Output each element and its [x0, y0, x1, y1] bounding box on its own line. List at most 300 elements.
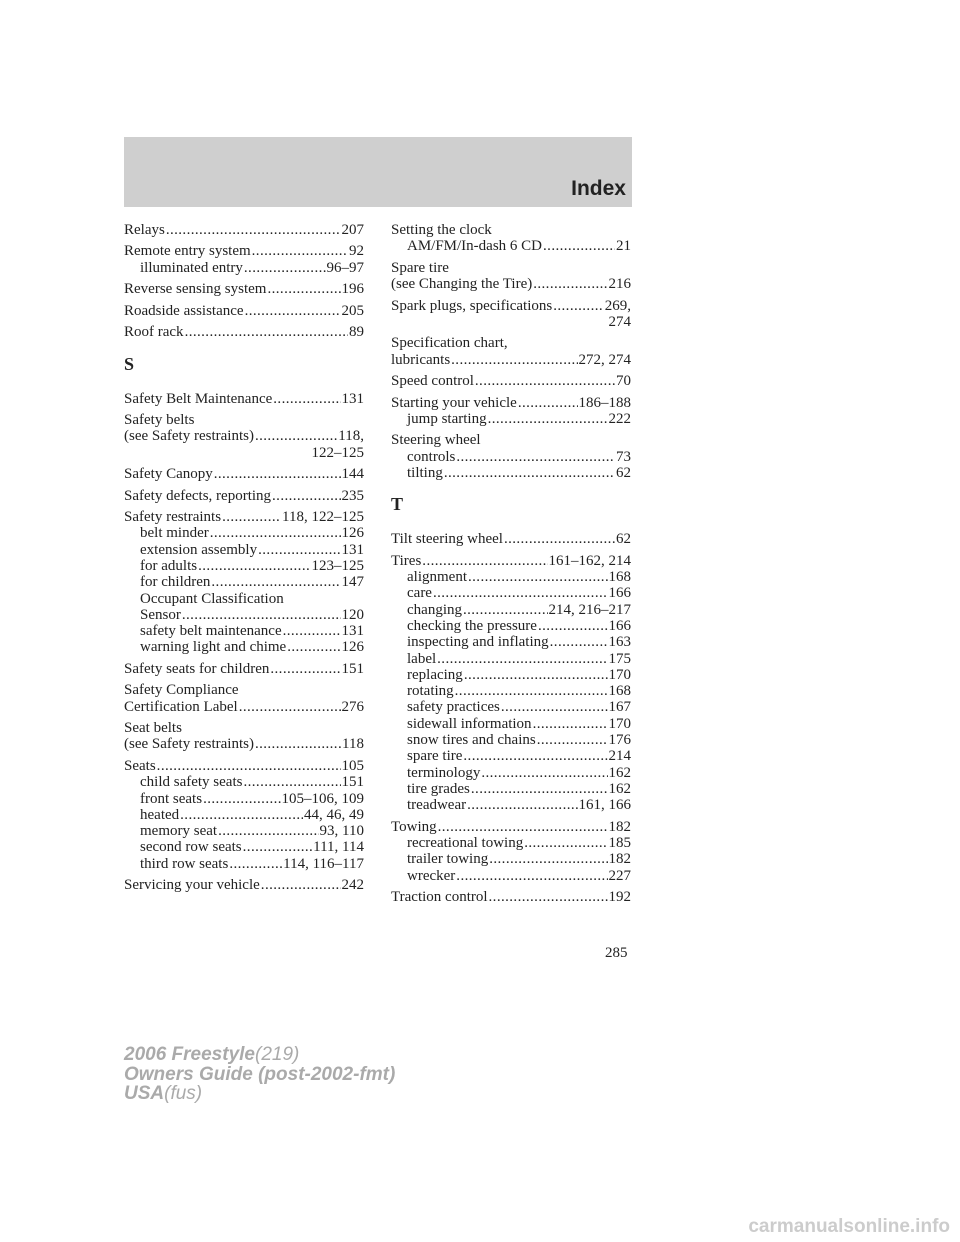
- footer-model: 2006 Freestyle: [124, 1044, 255, 1065]
- dot-leader: [433, 585, 608, 601]
- page-title: Index: [571, 177, 626, 200]
- page-reference: 235: [341, 487, 364, 504]
- page-reference: 162: [608, 764, 631, 781]
- index-entry: [391, 819, 631, 884]
- entry-text: treadwear: [407, 797, 467, 814]
- entry-text: Remote entry system: [124, 243, 251, 260]
- dot-leader: [255, 736, 341, 752]
- page-reference: 131: [341, 541, 364, 558]
- dot-leader: [538, 618, 608, 634]
- dot-leader: [467, 797, 577, 813]
- dot-leader: [252, 243, 348, 259]
- dot-leader: [283, 623, 341, 639]
- index-line: [124, 445, 364, 461]
- entry-text: jump starting: [407, 410, 487, 427]
- index-line: [124, 682, 364, 698]
- page-reference: 192: [608, 889, 631, 906]
- page-reference: 274: [608, 313, 631, 330]
- dot-leader: [489, 851, 607, 867]
- page-reference: 62: [616, 531, 631, 548]
- page-reference: 118,: [338, 428, 364, 445]
- page-reference: 176: [608, 732, 631, 749]
- dot-leader: [243, 839, 313, 855]
- index-subentry: [391, 781, 631, 797]
- dot-leader: [463, 748, 607, 764]
- entry-text: (see Safety restraints): [124, 736, 254, 753]
- index-entry: [391, 373, 631, 389]
- page-reference: 196: [341, 281, 364, 298]
- index-subentry: [124, 774, 364, 790]
- entry-text: front seats: [140, 790, 203, 807]
- index-entry: [124, 222, 364, 238]
- index-entry: [391, 395, 631, 428]
- page-reference: 175: [608, 650, 631, 667]
- index-subentry: [124, 623, 364, 639]
- index-subentry: [124, 558, 364, 574]
- index-entry: [391, 889, 631, 905]
- index-line: [391, 432, 631, 448]
- entry-text: (see Changing the Tire): [391, 276, 533, 293]
- index-line: [391, 314, 631, 330]
- dot-leader: [518, 395, 578, 411]
- index-line: [391, 373, 631, 389]
- footer-market: USA: [124, 1083, 165, 1104]
- entry-text: Relays: [124, 222, 165, 238]
- page-reference: 185: [608, 835, 631, 851]
- index-subentry: [391, 651, 631, 667]
- index-entry: [124, 509, 364, 656]
- index-subentry: [391, 569, 631, 585]
- page-reference: 151: [341, 774, 364, 791]
- dot-leader: [203, 791, 280, 807]
- dot-leader: [270, 661, 340, 677]
- entry-text: Spark plugs, specifications: [391, 297, 553, 314]
- dot-leader: [550, 634, 608, 650]
- index-subentry: [391, 716, 631, 732]
- page-reference: 73: [616, 448, 631, 465]
- page-number: 285: [605, 945, 628, 961]
- entry-text: Safety restraints: [124, 509, 222, 526]
- dot-leader: [533, 716, 608, 732]
- index-subentry: [391, 868, 631, 884]
- page-reference: 216: [608, 276, 631, 293]
- section-letter: T: [391, 494, 404, 515]
- page-reference: 269,: [604, 297, 631, 314]
- dot-leader: [455, 683, 608, 699]
- dot-leader: [243, 774, 340, 790]
- entry-text: (see Safety restraints): [124, 428, 254, 445]
- page-reference: 123–125: [311, 557, 364, 574]
- index-entry: [124, 682, 364, 715]
- section-letter: S: [124, 353, 135, 374]
- index-line: [391, 819, 631, 835]
- index-line: [391, 531, 631, 547]
- entry-text: Seats: [124, 757, 156, 774]
- index-entry: [124, 412, 364, 461]
- index-line: [391, 276, 631, 292]
- page-reference: 222: [608, 410, 631, 427]
- page-reference: 147: [341, 574, 364, 591]
- watermark: carmanualsonline.info: [748, 1216, 950, 1237]
- entry-text: inspecting and inflating: [407, 634, 549, 651]
- entry-text: checking the pressure: [407, 617, 537, 634]
- dot-leader: [157, 758, 341, 774]
- entry-text: controls: [407, 448, 456, 465]
- index-subentry: [391, 683, 631, 699]
- page-reference: 144: [341, 466, 364, 483]
- dot-leader: [267, 281, 340, 297]
- dot-leader: [287, 639, 340, 655]
- index-subentry: [391, 634, 631, 650]
- index-subentry: [391, 765, 631, 781]
- entry-text: lubricants: [391, 351, 451, 368]
- page-reference: 151: [341, 660, 364, 677]
- index-subentry: [124, 839, 364, 855]
- entry-text: changing: [407, 601, 462, 618]
- page-reference: 166: [608, 617, 631, 634]
- footer-market-code: (fus): [164, 1083, 203, 1104]
- entry-text: rotating: [407, 683, 454, 700]
- index-line: [124, 222, 364, 238]
- index-line: [124, 736, 364, 752]
- index-entry: [391, 335, 631, 368]
- entry-text: tire grades: [407, 780, 470, 797]
- index-entry: [124, 303, 364, 319]
- page-reference: 21: [616, 238, 631, 255]
- index-subentry: [391, 797, 631, 813]
- entry-text: for adults: [140, 557, 198, 574]
- entry-text: label: [407, 650, 437, 667]
- dot-leader: [211, 574, 340, 590]
- entry-text: Certification Label: [124, 698, 238, 715]
- index-entry: [124, 243, 364, 276]
- entry-text: Safety seats for children: [124, 660, 270, 677]
- index-subentry: [124, 823, 364, 839]
- index-entry: [124, 877, 364, 893]
- index-entry: [124, 758, 364, 872]
- index-line: [391, 222, 631, 238]
- entry-text: Servicing your vehicle: [124, 877, 260, 894]
- page-reference: 170: [608, 715, 631, 732]
- index-subentry: [124, 807, 364, 823]
- dot-leader: [501, 699, 608, 715]
- dot-leader: [218, 823, 318, 839]
- entry-text: Speed control: [391, 373, 474, 390]
- index-line: [391, 298, 631, 314]
- page-reference: 168: [608, 569, 631, 586]
- page-reference: 205: [341, 302, 364, 319]
- dot-leader: [258, 542, 340, 558]
- entry-text: belt minder: [140, 525, 209, 542]
- page-reference: 242: [341, 877, 364, 894]
- page-reference: 182: [608, 818, 631, 835]
- index-line: [124, 720, 364, 736]
- entry-text: Spare tire: [391, 259, 449, 276]
- dot-leader: [488, 411, 608, 427]
- index-line: [124, 466, 364, 482]
- footer: [124, 1045, 395, 1104]
- index-line: [124, 699, 364, 715]
- index-subentry: [124, 856, 364, 872]
- dot-leader: [210, 525, 341, 541]
- index-subentry: [391, 602, 631, 618]
- dot-leader: [239, 699, 341, 715]
- dot-leader: [214, 466, 341, 482]
- page-reference: 126: [341, 525, 364, 542]
- entry-text: wrecker: [407, 867, 456, 884]
- dot-leader: [553, 298, 604, 314]
- index-subentry: [391, 465, 631, 481]
- page-reference: 207: [341, 222, 364, 238]
- dot-leader: [166, 222, 341, 238]
- index-entry: [391, 298, 631, 331]
- index-line: [391, 395, 631, 411]
- dot-leader: [481, 765, 607, 781]
- index-entry: [124, 281, 364, 297]
- index-line: [124, 303, 364, 319]
- entry-text: heated: [140, 806, 180, 823]
- dot-leader: [471, 781, 608, 797]
- dot-leader: [489, 889, 608, 905]
- index-line: [124, 281, 364, 297]
- page-reference: 105: [341, 757, 364, 774]
- dot-leader: [533, 276, 607, 292]
- index-subentry: [124, 607, 364, 623]
- page-reference: 168: [608, 683, 631, 700]
- index-subentry: [391, 835, 631, 851]
- page-reference: 272, 274: [578, 351, 631, 368]
- index-subentry: [124, 525, 364, 541]
- entry-text: Safety belts: [124, 412, 195, 429]
- page-reference: 166: [608, 585, 631, 602]
- entry-text: Safety defects, reporting: [124, 487, 272, 504]
- dot-leader: [463, 602, 548, 618]
- index-subentry: [391, 667, 631, 683]
- entry-text: Safety Belt Maintenance: [124, 390, 273, 407]
- index-entry: [124, 391, 364, 407]
- entry-text: trailer towing: [407, 851, 489, 868]
- index-subentry: [391, 851, 631, 867]
- index-subentry: [391, 618, 631, 634]
- dot-leader: [524, 835, 607, 851]
- index-entry: [391, 222, 631, 255]
- entry-text: Roof rack: [124, 324, 184, 341]
- index-line: [391, 260, 631, 276]
- index-subentry: [124, 542, 364, 558]
- entry-text: care: [407, 585, 432, 602]
- entry-text: tilting: [407, 464, 443, 481]
- entry-text: replacing: [407, 666, 463, 683]
- index-subentry: [391, 585, 631, 601]
- dot-leader: [185, 324, 348, 340]
- page-reference: 131: [341, 390, 364, 407]
- index-line: [124, 428, 364, 444]
- dot-leader: [451, 352, 577, 368]
- page-reference: 214, 216–217: [548, 601, 631, 618]
- entry-text: alignment: [407, 569, 467, 586]
- dot-leader: [456, 868, 607, 884]
- page-reference: 131: [341, 623, 364, 640]
- dot-leader: [198, 558, 310, 574]
- index-subentry: [124, 791, 364, 807]
- index-line: [391, 335, 631, 351]
- entry-text: for children: [140, 574, 211, 591]
- entry-text: Starting your vehicle: [391, 394, 517, 411]
- page-reference: 62: [616, 464, 631, 481]
- dot-leader: [182, 607, 341, 623]
- entry-text: Seat belts: [124, 720, 182, 737]
- index-entry: [124, 466, 364, 482]
- dot-leader: [438, 819, 608, 835]
- dot-leader: [468, 569, 608, 585]
- page-reference: 126: [341, 639, 364, 656]
- entry-text: Tires: [391, 552, 422, 569]
- dot-leader: [244, 260, 326, 276]
- dot-leader: [422, 553, 547, 569]
- entry-text: Steering wheel: [391, 432, 481, 449]
- dot-leader: [229, 856, 282, 872]
- dot-leader: [273, 391, 340, 407]
- entry-text: Safety Compliance: [124, 682, 239, 699]
- page-reference: 170: [608, 666, 631, 683]
- index-subentry: [391, 732, 631, 748]
- entry-text: Safety Canopy: [124, 466, 213, 483]
- entry-text: terminology: [407, 764, 481, 781]
- dot-leader: [222, 509, 281, 525]
- dot-leader: [537, 732, 608, 748]
- index-line: [124, 509, 364, 525]
- page-reference: 161–162, 214: [548, 552, 631, 569]
- page-reference: 70: [616, 373, 631, 390]
- dot-leader: [464, 667, 608, 683]
- dot-leader: [475, 373, 615, 389]
- entry-text: Traction control: [391, 889, 488, 906]
- dot-leader: [444, 465, 615, 481]
- entry-text: AM/FM/In-dash 6 CD: [407, 238, 543, 255]
- entry-text: safety belt maintenance: [140, 623, 282, 640]
- page-reference: 161, 166: [578, 797, 631, 814]
- page-reference: 114, 116–117: [283, 855, 364, 872]
- dot-leader: [437, 651, 607, 667]
- index-subentry: [124, 591, 364, 607]
- index-entry: [391, 553, 631, 814]
- footer-model-code: (219): [255, 1044, 300, 1065]
- index-line: [391, 889, 631, 905]
- index-entry: [124, 720, 364, 753]
- page-reference: 276: [341, 698, 364, 715]
- index-line: [391, 553, 631, 569]
- header-band: [124, 137, 632, 207]
- entry-text: spare tire: [407, 748, 463, 765]
- page-reference: 44, 46, 49: [304, 806, 364, 823]
- dot-leader: [504, 531, 615, 547]
- entry-text: recreational towing: [407, 835, 524, 851]
- entry-text: safety practices: [407, 699, 500, 716]
- dot-leader: [272, 488, 340, 504]
- dot-leader: [255, 428, 337, 444]
- entry-text: Reverse sensing system: [124, 281, 267, 298]
- dot-leader: [180, 807, 303, 823]
- dot-leader: [261, 877, 341, 893]
- index-entry: [124, 661, 364, 677]
- entry-text: snow tires and chains: [407, 732, 536, 749]
- index-line: [124, 488, 364, 504]
- index-entry: [124, 324, 364, 340]
- page-reference: 182: [608, 851, 631, 868]
- page-reference: 93, 110: [319, 823, 364, 840]
- entry-text: warning light and chime: [140, 639, 287, 656]
- entry-text: second row seats: [140, 839, 242, 856]
- entry-text: memory seat: [140, 823, 218, 840]
- entry-text: Setting the clock: [391, 222, 492, 238]
- page-reference: 118, 122–125: [282, 509, 364, 526]
- index-entry: [391, 260, 631, 293]
- page-reference: 96–97: [326, 259, 364, 276]
- entry-text: Roadside assistance: [124, 302, 244, 319]
- page-reference: 111, 114: [313, 839, 364, 856]
- page-reference: 186–188: [578, 394, 631, 411]
- entry-text: third row seats: [140, 855, 229, 872]
- entry-text: Specification chart,: [391, 335, 508, 352]
- page-reference: 214: [608, 748, 631, 765]
- index-entry: [391, 432, 631, 481]
- page-reference: 105–106, 109: [281, 790, 364, 807]
- entry-text: illuminated entry: [140, 259, 243, 276]
- index-subentry: [391, 411, 631, 427]
- index-entry: [391, 531, 631, 547]
- page-reference: 162: [608, 780, 631, 797]
- index-subentry: [391, 238, 631, 254]
- page-reference: 89: [349, 324, 364, 341]
- dot-leader: [456, 449, 615, 465]
- page-reference: 118: [342, 736, 364, 753]
- page-reference: 120: [341, 606, 364, 623]
- index-subentry: [391, 748, 631, 764]
- index-line: [124, 391, 364, 407]
- index-subentry: [391, 449, 631, 465]
- index-column-left: [124, 222, 364, 899]
- entry-text: sidewall information: [407, 715, 532, 732]
- page-reference: 163: [608, 634, 631, 651]
- page-reference: 122–125: [311, 444, 364, 461]
- index-column-right: [391, 222, 631, 911]
- index-subentry: [124, 574, 364, 590]
- index-line: [124, 243, 364, 259]
- index-line: [124, 661, 364, 677]
- footer-guide: Owners Guide (post-2002-fmt): [124, 1063, 396, 1085]
- index-line: [124, 758, 364, 774]
- index-line: [391, 352, 631, 368]
- index-line: [124, 324, 364, 340]
- dot-leader: [543, 238, 615, 254]
- entry-text: Tilt steering wheel: [391, 531, 503, 548]
- entry-text: extension assembly: [140, 541, 258, 558]
- index-line: [124, 412, 364, 428]
- entry-text: Occupant Classification: [140, 590, 284, 607]
- entry-text: child safety seats: [140, 774, 243, 791]
- index-subentry: [124, 639, 364, 655]
- index-subentry: [391, 699, 631, 715]
- dot-leader: [245, 303, 341, 319]
- page-reference: 167: [608, 699, 631, 716]
- index-entry: [124, 488, 364, 504]
- entry-text: Sensor: [140, 606, 181, 623]
- page-reference: 227: [608, 867, 631, 884]
- entry-text: Towing: [391, 818, 437, 835]
- index-subentry: [124, 260, 364, 276]
- index-line: [124, 877, 364, 893]
- page-reference: 92: [349, 243, 364, 260]
